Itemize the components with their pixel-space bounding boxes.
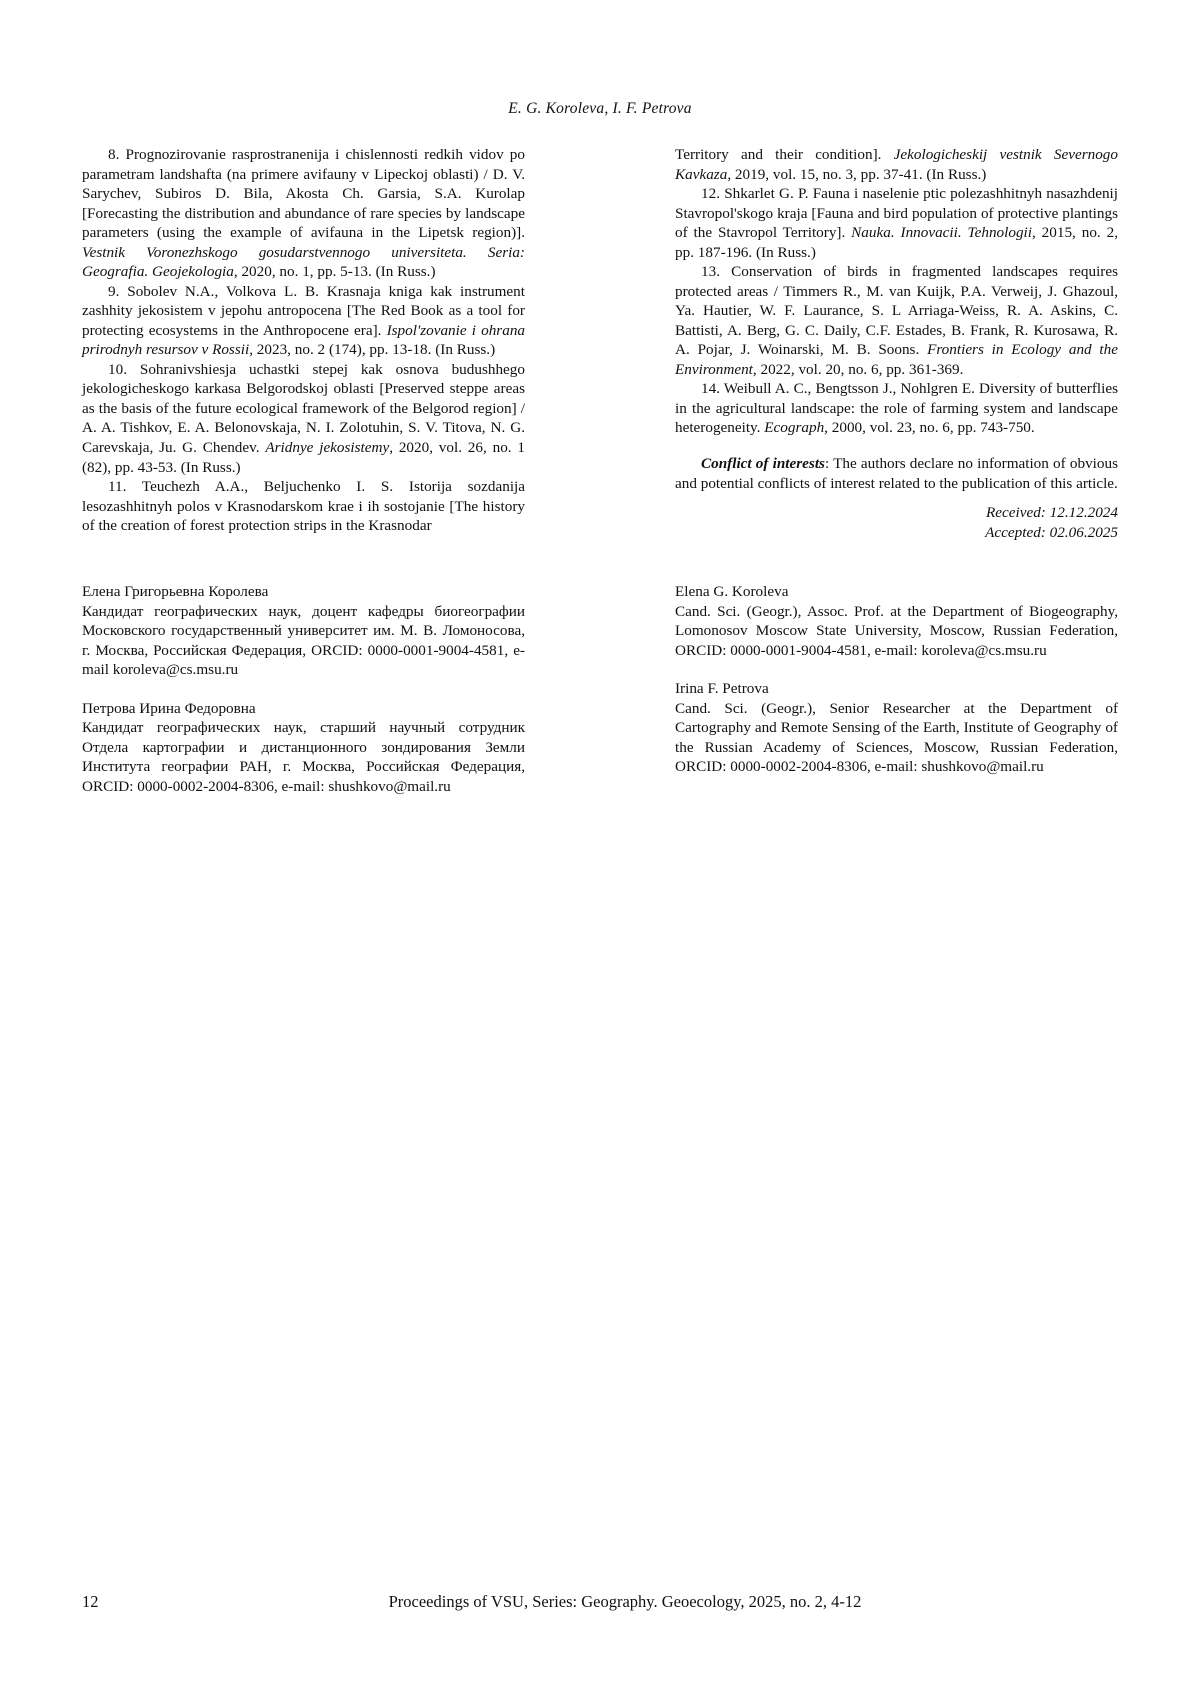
conflict-label: Conflict of interests	[701, 454, 825, 472]
author-block	[82, 699, 525, 797]
reference-item: 12. Shkarlet G. P. Fauna i naselenie ptic polezashhitnyh nasazhdenij Stavropol'skogo kraja [Fauna and bird population of protective plantings of the Stavropol Territory]. Nauka. Innovacii. Tehnologii, 2015, no. 2, pp. 187-196. (In Russ.)	[675, 185, 1118, 261]
received-date: Received: 12.12.2024	[986, 504, 1118, 522]
reference-item: 8. Prognozirovanie rasprostranenija i chislennosti redkih vidov po parametram landshafta (na primere avifauny v Lipeckoj oblasti) / D. V. Sarychev, Subiros D. Bila, Akosta Ch. Garsia, S.A. Kurolap [Forecasting the distribution and abundance of rare species by landscape parameters (using the example of avifauna in the Lipetsk region)]. Vestnik Voronezhskogo gosudarstvennogo universiteta. Seria: Geografia. Geojekologia, 2020, no. 1, pp. 5-13. (In Russ.)	[82, 146, 525, 281]
reference-item-continued: Territory and their condition]. Jekologicheskij vestnik Severnogo Kavkaza, 2019, vol. 15, no. 3, pp. 37-41. (In Russ.)	[675, 146, 1118, 183]
page-number: 12	[82, 1592, 99, 1611]
page-footer	[82, 1592, 1118, 1612]
author-bio: Cand. Sci. (Geogr.), Assoc. Prof. at the Department of Biogeography, Lomonosov Moscow State University, Moscow, Russian Federation, ORCID: 0000-0001-9004-4581, e-mail: koroleva@cs.msu.ru	[675, 602, 1118, 659]
submission-dates	[675, 503, 1118, 543]
author-name: Петрова Ирина Федоровна	[82, 699, 256, 717]
author-block	[82, 582, 525, 680]
conflict-of-interests	[675, 454, 1118, 493]
running-head: E. G. Koroleva, I. F. Petrova	[508, 100, 692, 117]
accepted-date: Accepted: 02.06.2025	[985, 523, 1118, 541]
author-bio: Cand. Sci. (Geogr.), Senior Researcher at the Department of Cartography and Remote Sensing of the Earth, Institute of Geography of the Russian Academy of Sciences, Moscow, Russian Federation, ORCID: 0000-0002-2004-8306, e-mail: shushkovo@mail.ru	[675, 699, 1118, 776]
left-column	[82, 145, 525, 543]
authors-russian	[82, 582, 525, 796]
reference-item: 11. Teuchezh A.A., Beljuchenko I. S. Istorija sozdanija lesozashhitnyh polos v Krasnodarskom krae i ih sostojanie [The history of the creation of forest protection strips in the Krasnodar	[82, 478, 525, 535]
author-block	[675, 679, 1118, 777]
reference-item: 10. Sohranivshiesja uchastki stepej kak osnova budushhego jekologicheskogo karkasa Belgorodskoj oblasti [Preserved steppe areas as the basis of the future ecological framework of the Belgorod region] / A. A. Tishkov, E. A. Belonovskaja, N. I. Zolotuhin, S. V. Titova, N. G. Carevskaja, Ju. G. Chendev. Aridnye jekosistemy, 2020, vol. 26, no. 1 (82), pp. 43-53. (In Russ.)	[82, 360, 525, 476]
reference-columns	[82, 145, 1118, 543]
conflict-text: : The authors declare no information of obvious and potential conflicts of interest related to the publication of this article.	[675, 454, 1118, 492]
journal-citation: Proceedings of VSU, Series: Geography. Geoecology, 2025, no. 2, 4-12	[388, 1592, 862, 1611]
author-information	[82, 582, 1118, 796]
author-bio: Кандидат географических наук, доцент кафедры биогеографии Московского государственный университет им. М. В. Ломоносова, г. Москва, Российская Федерация, ORCID: 0000-0001-9004-4581, e-mail koroleva@cs.msu.ru	[82, 602, 525, 679]
reference-item: 14. Weibull A. C., Bengtsson J., Nohlgren E. Diversity of butterflies in the agricultural landscape: the role of farming system and landscape heterogeneity. Ecograph, 2000, vol. 23, no. 6, pp. 743-750.	[675, 380, 1118, 437]
author-name: Elena G. Koroleva	[675, 583, 789, 600]
right-column	[675, 145, 1118, 543]
reference-item: 9. Sobolev N.A., Volkova L. B. Krasnaja kniga kak instrument zashhity jekosistem v jepohu antropocena [The Red Book as a tool for protecting ecosystems in the Anthropocene era]. Ispol'zovanie i ohrana prirodnyh resursov v Rossii, 2023, no. 2 (174), pp. 13-18. (In Russ.)	[82, 282, 526, 359]
authors-english	[675, 582, 1118, 796]
author-block	[675, 582, 1118, 660]
reference-item: 13. Conservation of birds in fragmented landscapes requires protected areas / Timmers R., M. van Kuijk, P.A. Verweij, J. Ghazoul, Ya. Hautier, W. F. Laurance, S. L Arriaga-Weiss, R. A. Askins, C. Battisti, A. Berg, G. C. Daily, C.F. Estades, B. Frank, R. Kurosawa, R. A. Pojar, J. Woinarski, M. B. Soons. Frontiers in Ecology and the Environment, 2022, vol. 20, no. 6, pp. 361-369.	[675, 263, 1118, 378]
author-name: Irina F. Petrova	[675, 680, 769, 698]
author-bio: Кандидат географических наук, старший научный сотрудник Отдела картографии и дистанционного зондирования Земли Института географии РАН, г. Москва, Российская Федерация, ORCID: 0000-0002-2004-8306, e-mail: shushkovo@mail.ru	[82, 719, 525, 795]
author-name: Елена Григорьевна Королева	[82, 583, 269, 600]
